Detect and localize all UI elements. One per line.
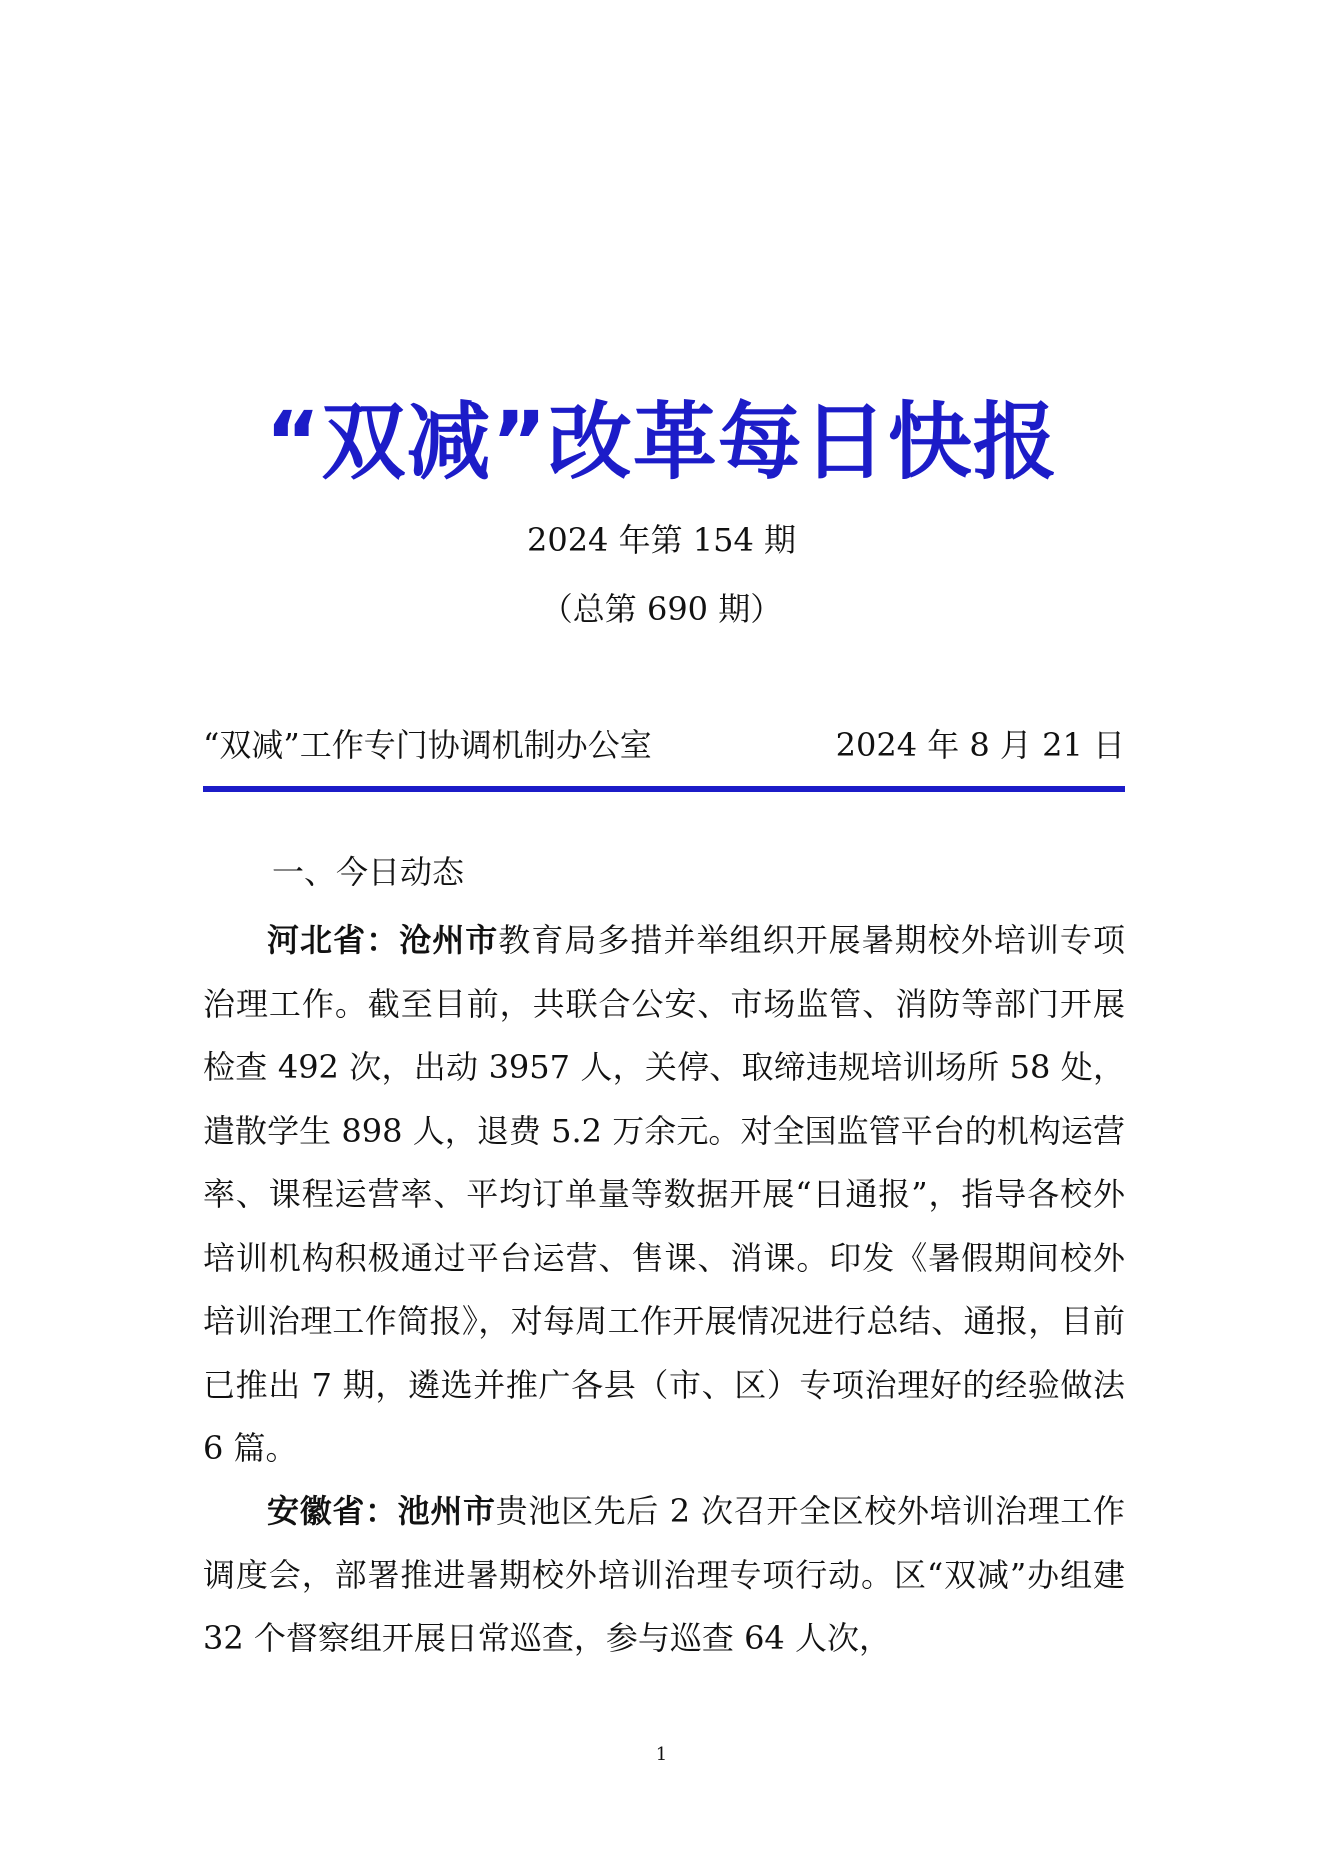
publication-date: 2024 年 8 月 21 日 <box>835 726 1125 764</box>
header-divider <box>203 786 1125 792</box>
province-label: 河北省： <box>267 921 400 959</box>
city-label: 沧州市 <box>399 921 499 959</box>
province-label: 安徽省： <box>267 1492 398 1530</box>
paragraph-text: 贵池区先后 2 次召开全区校外培训治理工作调度会，部署推进暑期校外培训治理专项行动。区“双减”办组建 32 个督察组开展日常巡查，参与巡查 64 人次， <box>203 1492 1125 1657</box>
report-paragraph-anhui <box>203 1480 1125 1671</box>
paragraph-text: 教育局多措并举组织开展暑期校外培训专项治理工作。截至目前，共联合公安、市场监管、消防等部门开展检查 492 次，出动 3957 人，关停、取缔违规培训场所 58 处，遣散学生 898 人，退费 5.2 万余元。对全国监管平台的机构运营率、课程运营率、平均订单量等数据开展“日通报”，指导各校外培训机构积极通过平台运营、售课、消课。印发《暑假期间校外培训治理工作简报》，对每周工作开展情况进行总结、通报，目前已推出 7 期，遴选并推广各县（市、区）专项治理好的经验做法 6 篇。 <box>203 921 1125 1467</box>
bulletin-title: “双减”改革每日快报 <box>265 393 1058 491</box>
city-label: 池州市 <box>397 1492 496 1530</box>
page-number: 1 <box>655 1744 668 1765</box>
report-paragraph-hebei <box>203 909 1125 1481</box>
publication-info <box>203 723 1125 767</box>
total-issue-number: （总第 690 期） <box>540 590 783 628</box>
issuer: “双减”工作专门协调机制办公室 <box>203 726 652 764</box>
issue-number: 2024 年第 154 期 <box>526 521 797 559</box>
section-heading: 一、今日动态 <box>272 853 465 891</box>
